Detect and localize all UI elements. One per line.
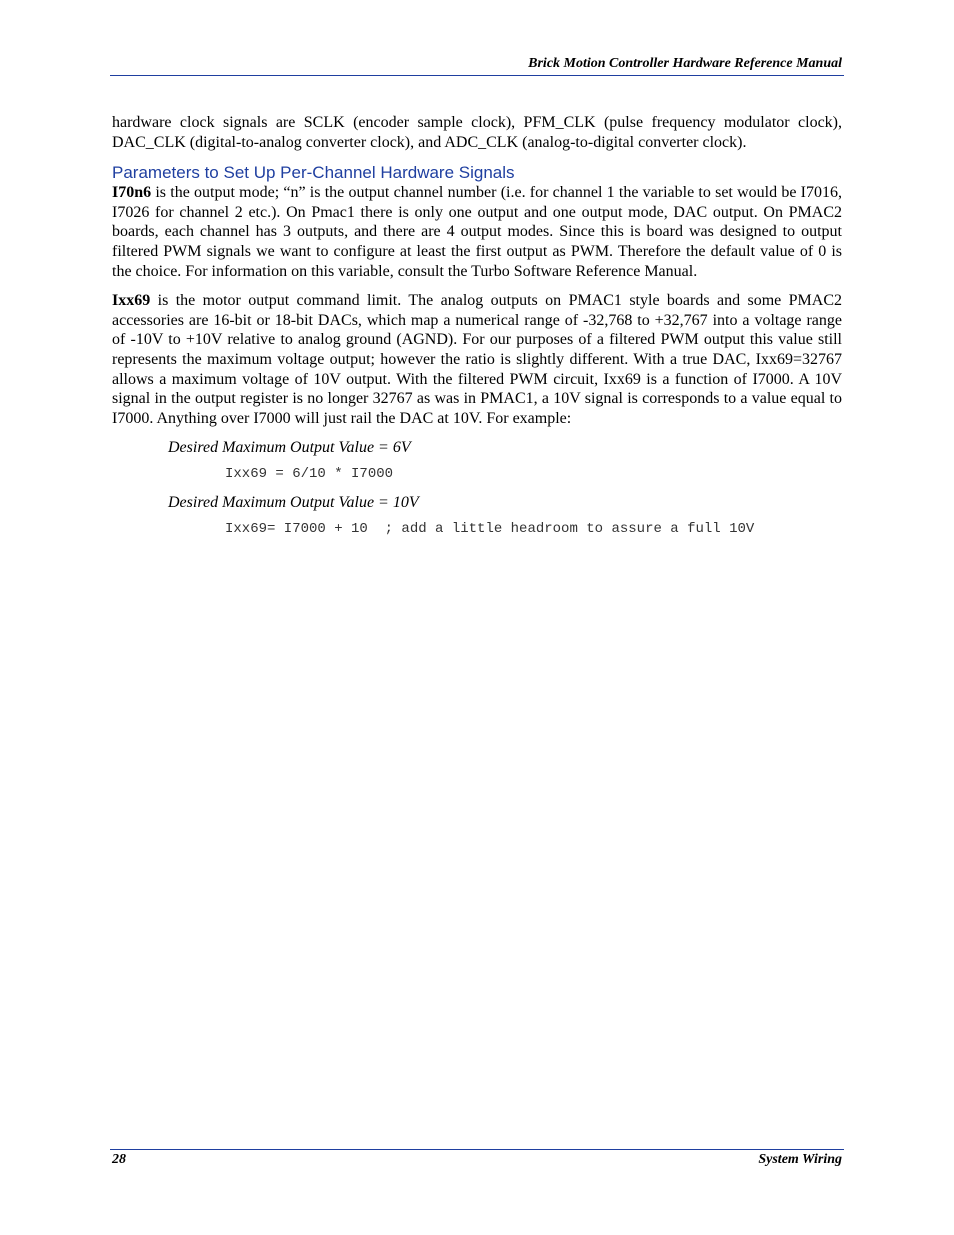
i70n6-description: is the output mode; “n” is the output channel number (i.e. for channel 1 the variable to set would be I7016, I7026 for channel 2 etc.). On Pmac1 there is only one output and one output mode, DAC output. On PMAC2 boards, each channel has 3 outputs, and there are 4 output modes. Since this is board was designed to output filtered PWM signals we want to configure at least the first output as PWM. Therefore the default value of 0 is the choice. For information on this variable, consult the Turbo Software Reference Manual.: [112, 184, 842, 280]
section-heading: Parameters to Set Up Per-Channel Hardware Signals: [112, 163, 515, 183]
i70n6-term: I70n6: [112, 184, 152, 202]
example-1-label: Desired Maximum Output Value = 6V: [168, 439, 411, 457]
page-body: [112, 113, 842, 548]
running-header-title: Brick Motion Controller Hardware Reference Manual: [528, 56, 842, 71]
example-2-label: Desired Maximum Output Value = 10V: [168, 493, 419, 511]
page-number: 28: [112, 1152, 126, 1167]
example-1-code: Ixx69 = 6/10 * I7000: [225, 465, 394, 482]
intro-paragraph: hardware clock signals are SCLK (encoder sample clock), PFM_CLK (pulse frequency modulator clock), DAC_CLK (digital-to-analog converter clock), and ADC_CLK (analog-to-digital converter clock).: [112, 114, 842, 151]
footer-rule: [110, 1149, 844, 1150]
example-2-code: Ixx69= I7000 + 10 ; add a little headroom to assure a full 10V: [225, 520, 755, 537]
footer-section-title: System Wiring: [758, 1152, 842, 1167]
ixx69-description: is the motor output command limit. The analog outputs on PMAC1 style boards and some PMAC2 accessories are 16-bit or 18-bit DACs, which map a numerical range of -32,768 to +32,767 into a voltage range of -10V to +10V relative to analog ground (AGND). For our purposes of a filtered PWM output this value still represents the maximum voltage output; however the ratio is slightly different. With a true DAC, Ixx69=32767 allows a maximum voltage of 10V output. With the filtered PWM circuit, Ixx69 is a function of I7000. A 10V signal in the output register is no longer 32767 as was in PMAC1, a 10V signal is corresponds to a value equal to I7000. Anything over I7000 will just rail the DAC at 10V. For example:: [112, 292, 842, 427]
i70n6-paragraph: [112, 183, 842, 281]
ixx69-paragraph: [112, 291, 842, 428]
ixx69-term: Ixx69: [112, 292, 151, 310]
header-rule: [110, 75, 844, 76]
